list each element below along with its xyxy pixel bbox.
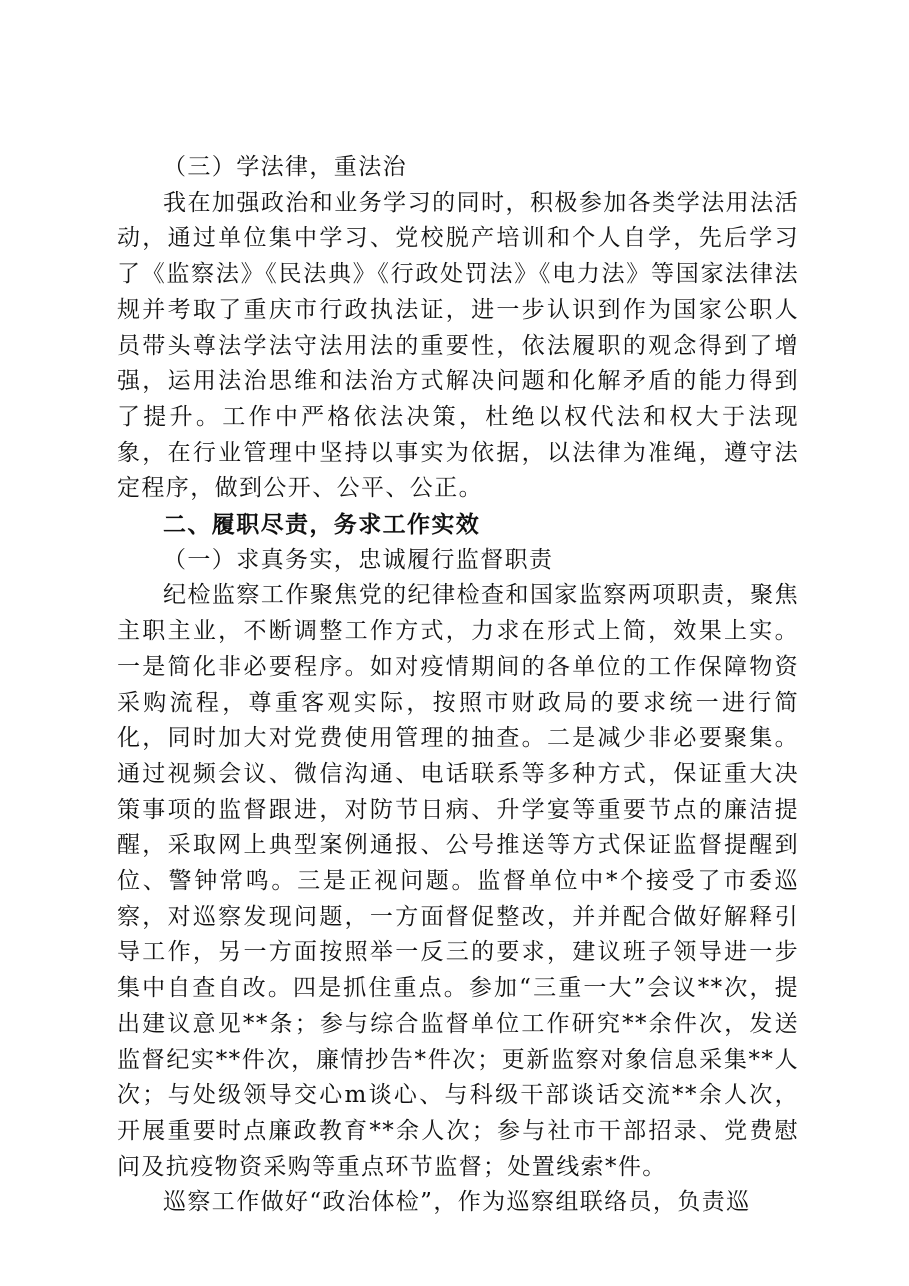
paragraph-inspection-work: 巡察工作做好“政治体检”，作为巡察组联络员，负责巡 — [163, 1189, 751, 1216]
paragraph-law-study: 我在加强政治和业务学习的同时，积极参加各类学法用法活动，通过单位集中学习、党校脱产培训和个人自学，先后学习了《监察法》《民法典》《行政处罚法》《电力法》等国家法律法规并考取了重庆市行政执法证，进一步认识到作为国家公职人员带头尊法学法守法用法的重要性，依法履职的观念得到了增强，运用法治思维和法治方式解决问题和化解矛盾的能力得到了提升。工作中严格依法决策，杜绝以权代法和权大于法现象，在行业管理中坚持以事实为依据，以法律为准绳，遵守法定程序，做到公开、公平、公正。 — [117, 189, 799, 502]
section-heading-duty: 二、履职尽责，务求工作实效 — [163, 511, 481, 539]
subheading-study-law: （三）学法律，重法治 — [163, 154, 407, 180]
paragraph-supervision-work: 纪检监察工作聚焦党的纪律检查和国家监察两项职责，聚焦主职主业，不断调整工作方式，力求在形式上简，效果上实。一是简化非必要程序。如对疫情期间的各单位的工作保障物资采购流程，尊重客观实际，按照市财政局的要求统一进行简化，同时加大对党费使用管理的抽查。二是减少非必要聚集。通过视频会议、微信沟通、电话联系等多种方式，保证重大决策事项的监督跟进，对防节日病、升学宴等重要节点的廉洁提醒，采取网上典型案例通报、公号推送等方式保证监督提醒到位、警钟常鸣。三是正视问题。监督单位中*个接受了市委巡察，对巡察发现问题，一方面督促整改，并并配合做好解释引导工作，另一方面按照举一反三的要求，建议班子领导进一步集中自查自改。四是抓住重点。参加“三重一大”会议**次，提出建议意见**条；参与综合监督单位工作研究**余件次，发送监督纪实**件次，廉情抄告*件次；更新监察对象信息采集**人次；与处级领导交心m谈心、与科级干部谈话交流**余人次，开展重要时点廉政教育**余人次；参与社市干部招录、党费慰问及抗疫物资采购等重点环节监督；处置线索*件。 — [117, 582, 799, 1180]
subheading-supervision: （一）求真务实，忠诚履行监督职责 — [163, 546, 554, 573]
document-body — [117, 150, 799, 1221]
